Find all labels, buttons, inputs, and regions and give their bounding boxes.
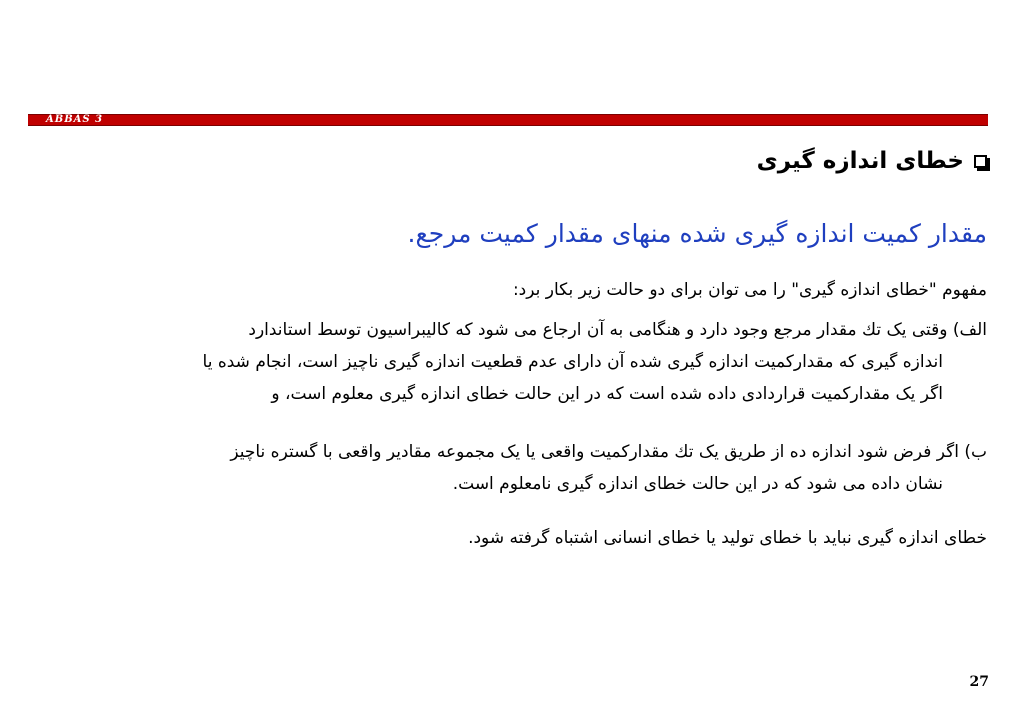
section-title-text: خطای اندازه گیری — [756, 148, 964, 174]
intro-text: مفهوم "خطای اندازه گیری" را می توان برای دو حالت زیر بکار برد: — [512, 280, 987, 300]
note-text: خطای اندازه گیری نباید با خطای تولید یا خطای انسانی اشتباه گرفته شود. — [468, 528, 987, 548]
header-bar — [28, 114, 988, 126]
checkbox-icon — [974, 155, 987, 168]
case-b-paragraph — [40, 436, 987, 500]
case-a-paragraph — [40, 314, 987, 410]
case-a-line-1: الف) وقتی یک تك مقدار مرجع وجود دارد و هنگامی به آن ارجاع می شود که کالیبراسیون توسط استاندارد — [248, 320, 987, 340]
section-title — [757, 146, 987, 176]
case-b-line-1: ب) اگر فرض شود اندازه ده از طریق یک تك مقدارکمیت واقعی یا یک مجموعه مقادیر واقعی با گستره ناچیز — [230, 442, 987, 462]
definition-text: مقدار کمیت اندازه گیری شده منهای مقدار کمیت مرجع. — [407, 219, 987, 248]
header-logo: ABBAS 3 — [46, 114, 104, 125]
case-a-line-2: اندازه گیری که مقدارکمیت اندازه گیری شده آن دارای عدم قطعیت اندازه گیری ناچیز است، انجام شده یا — [202, 352, 943, 372]
page-number: 27 — [969, 674, 989, 690]
case-b-line-2: نشان داده می شود که در این حالت خطای اندازه گیری نامعلوم است. — [452, 474, 943, 494]
case-a-line-3: اگر یک مقدارکمیت قراردادی داده شده است که در این حالت خطای اندازه گیری معلوم است، و — [271, 384, 943, 404]
